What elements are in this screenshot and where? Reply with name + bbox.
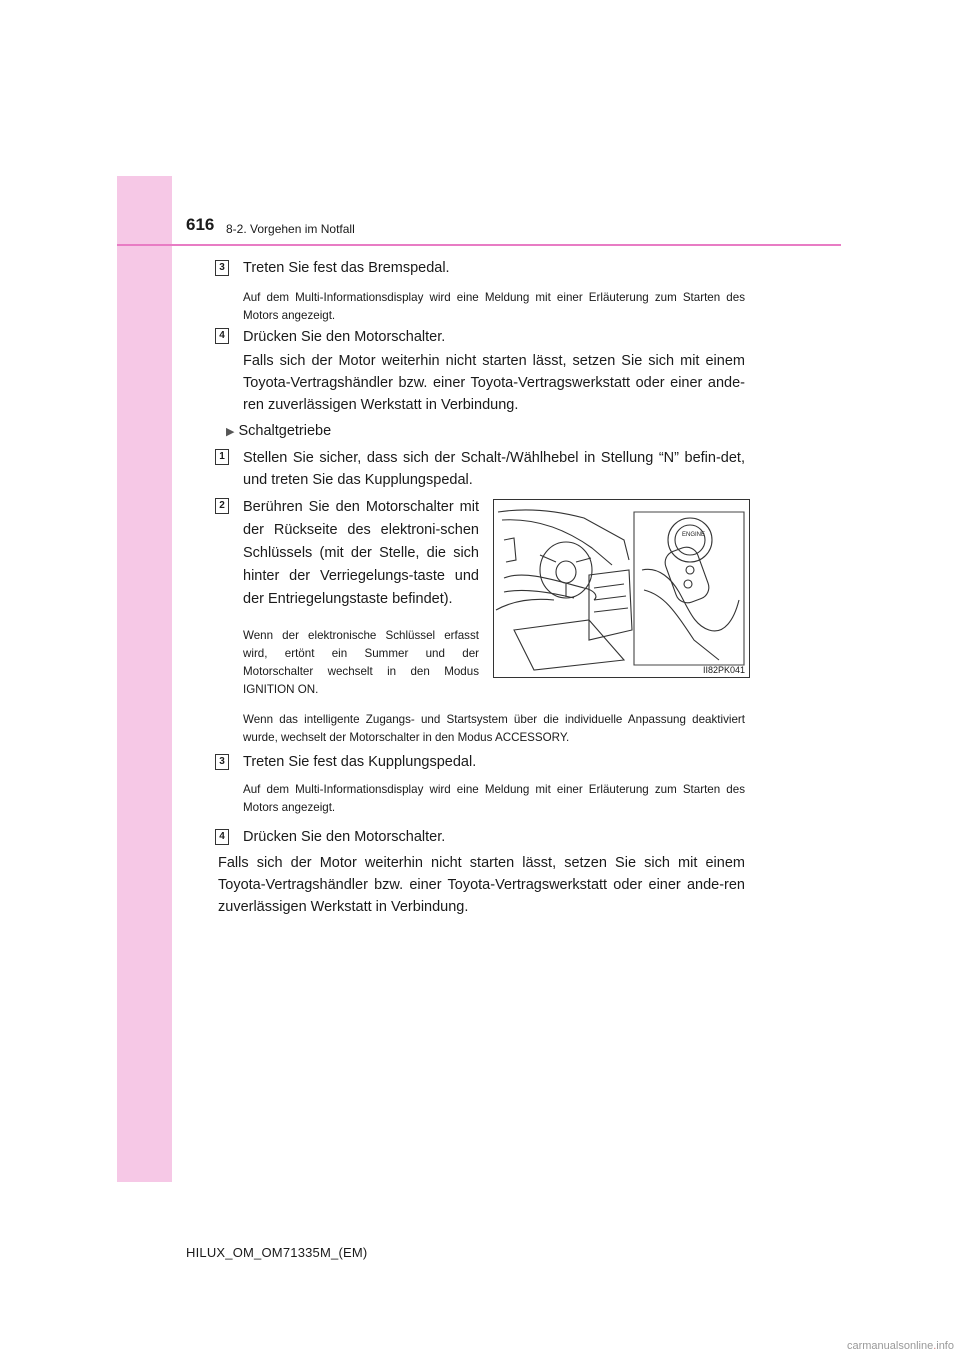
step-text: Stellen Sie sicher, dass sich der Schalt-/Wählhebel in Stellung “N” befin-det, und treten Sie das Kupplungspedal. xyxy=(243,450,745,488)
step-text: Drücken Sie den Motorschalter. xyxy=(243,829,446,845)
step-number-badge: 4 xyxy=(215,328,229,344)
watermark: carmanualsonline.info xyxy=(846,1340,954,1352)
step-note: Wenn der elektronische Schlüssel erfasst wird, ertönt ein Summer und der Motorschalter wechselt in den Modus IGNITION ON. xyxy=(243,629,479,696)
figure-id: II82PK041 xyxy=(702,665,745,675)
dashboard-illustration xyxy=(494,500,749,677)
step-number-badge: 4 xyxy=(215,829,229,845)
document-code: HILUX_OM_OM71335M_(EM) xyxy=(186,1245,368,1260)
chapter-sidebar xyxy=(117,176,172,1182)
step-note: Wenn das intelligente Zugangs- und Startsystem über die individuelle Anpassung deaktiviert wurde, wechselt der Motorschalter in den Modus ACCESSORY. xyxy=(243,713,745,744)
step-note: Auf dem Multi-Informationsdisplay wird eine Meldung mit einer Erläuterung zum Starten des Motors angezeigt. xyxy=(243,783,745,814)
step-number-badge: 3 xyxy=(215,754,229,770)
triangle-bullet-icon: ▶ xyxy=(226,426,235,438)
step-note: Auf dem Multi-Informationsdisplay wird eine Meldung mit einer Erläuterung zum Starten des Motors angezeigt. xyxy=(243,291,745,322)
header-rule xyxy=(117,244,841,246)
step-text: Treten Sie fest das Kupplungspedal. xyxy=(243,754,477,770)
page-number: 616 xyxy=(186,215,215,234)
sub-heading-manual-transmission: ▶ Schaltgetriebe xyxy=(226,423,332,439)
section-title: 8-2. Vorgehen im Notfall xyxy=(226,222,355,236)
step-text: Drücken Sie den Motorschalter. xyxy=(243,329,446,345)
illustration-key-to-engine-switch xyxy=(493,499,750,678)
step-number-badge: 3 xyxy=(215,260,229,276)
step-number-badge: 2 xyxy=(215,498,229,514)
body-paragraph: Falls sich der Motor weiterhin nicht starten lässt, setzen Sie sich mit einem Toyota-Vertragshändler bzw. einer Toyota-Vertragswerkstatt oder einer ande-ren zuverlässigen Werkstatt in Verbindung. xyxy=(243,353,745,413)
body-paragraph: Falls sich der Motor weiterhin nicht starten lässt, setzen Sie sich mit einem Toyota-Vertragshändler bzw. einer Toyota-Vertragswerkstatt oder einer ande-ren zuverlässigen Werkstatt in Verbindung. xyxy=(218,855,745,915)
engine-button-label: ENGINE xyxy=(682,532,706,538)
step-number-badge: 1 xyxy=(215,449,229,465)
step-text: Treten Sie fest das Bremspedal. xyxy=(243,260,450,276)
step-text: Berühren Sie den Motorschalter mit der Rückseite des elektroni-schen Schlüssels (mit der Stelle, die sich hinter der Verriegelungs-taste und der Entriegelungstaste befindet). xyxy=(243,499,479,607)
